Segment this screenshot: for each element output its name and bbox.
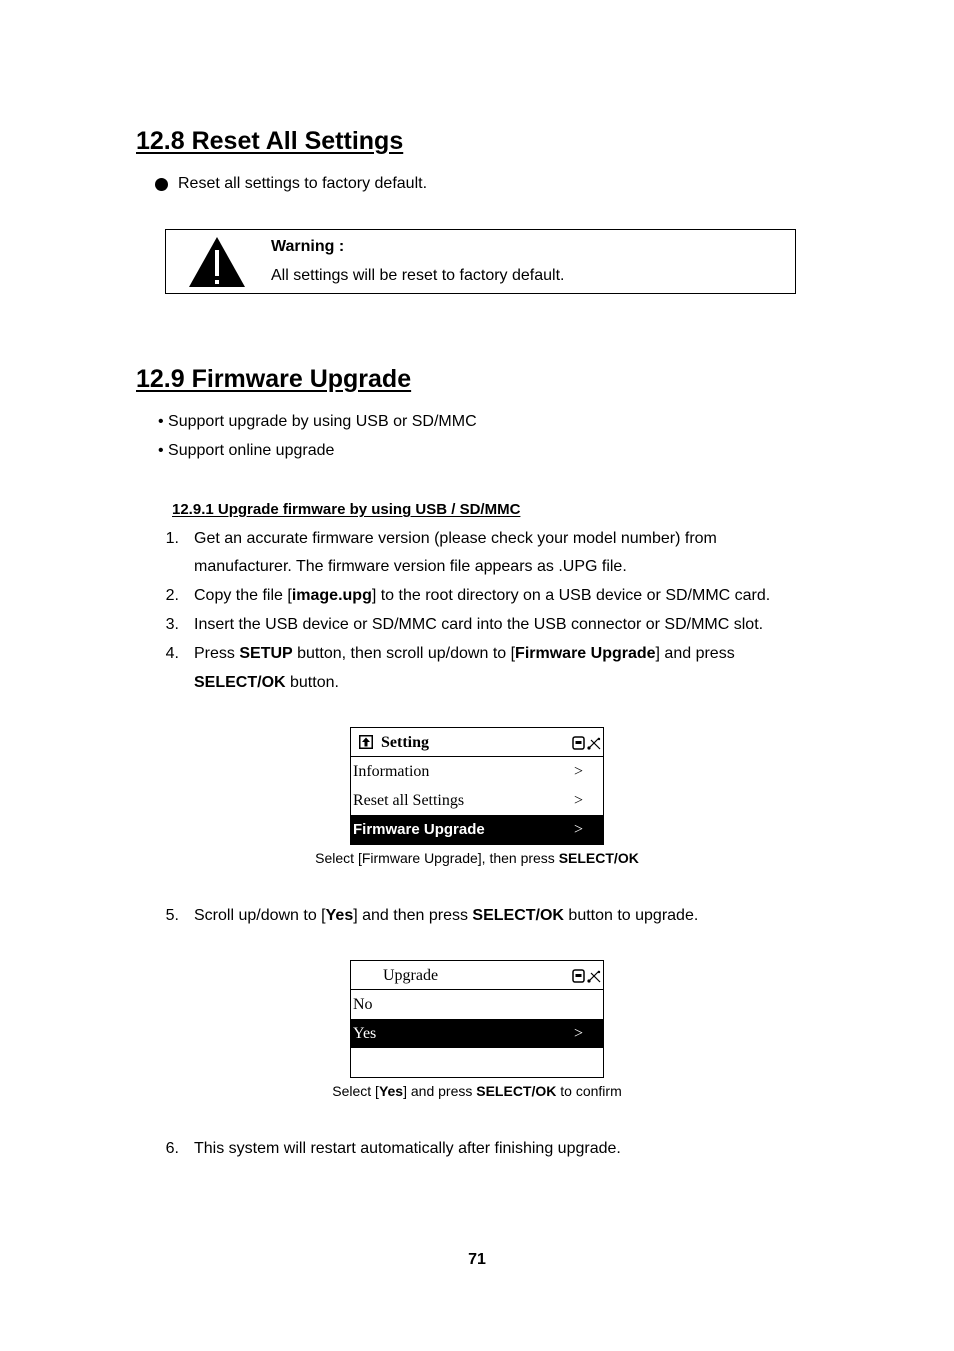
card-usb-status-icon — [572, 968, 602, 984]
caption-mid: ] and press — [403, 1083, 477, 1099]
setting-item-reset[interactable] — [351, 786, 603, 815]
upgrade-menu-title: Upgrade — [383, 967, 439, 984]
back-arrow-icon — [359, 735, 373, 749]
setting-menu — [350, 727, 604, 845]
setting-menu-title: Setting — [381, 734, 429, 751]
step-1-line-1: Get an accurate firmware version (please check your model number) from — [194, 530, 717, 547]
warning-text: All settings will be reset to factory default. — [271, 267, 565, 284]
setting-item-information[interactable] — [351, 757, 603, 786]
subsection-title-12-9-1: 12.9.1 Upgrade firmware by using USB / SD/MMC — [172, 501, 521, 518]
step-4-firmware: Firmware Upgrade — [515, 645, 656, 662]
setting-item-firmware-upgrade[interactable] — [351, 815, 603, 845]
chevron-right-icon: > — [573, 821, 583, 838]
upgrade-item-label: No — [353, 996, 373, 1013]
caption-bold: SELECT/OK — [558, 850, 639, 866]
section-title-12-8: 12.8 Reset All Settings — [136, 127, 404, 155]
step-5-text — [194, 906, 698, 926]
step-5-post: button to upgrade. — [563, 907, 699, 924]
card-usb-status-icon — [572, 735, 602, 751]
chevron-right-icon: > — [573, 1025, 583, 1042]
step-5-yes: Yes — [325, 907, 354, 924]
step-5-mid: ] and then press — [353, 907, 473, 924]
caption-select: SELECT/OK — [476, 1083, 557, 1099]
step-5-pre: Scroll up/down to [ — [194, 907, 326, 924]
upgrade-item-no[interactable] — [351, 990, 603, 1019]
warning-box — [165, 229, 796, 294]
step-2-filename: image.upg — [291, 587, 372, 604]
step-4-line-1 — [194, 644, 735, 664]
step-number: 2. — [165, 587, 179, 604]
reset-bullet-text: Reset all settings to factory default. — [178, 175, 428, 192]
chevron-right-icon: > — [573, 792, 583, 809]
upgrade-menu-caption — [250, 1083, 704, 1099]
upgrade-item-yes[interactable] — [351, 1019, 603, 1048]
support-bullet-2: • Support online upgrade — [158, 442, 335, 459]
step-2-post: ] to the root directory on a USB device or SD/MMC card. — [371, 587, 771, 604]
warning-title: Warning : — [271, 238, 345, 255]
step-1-line-2: manufacturer. The firmware version file appears as .UPG file. — [194, 558, 627, 575]
warning-triangle-icon — [188, 236, 246, 288]
step-6-text: This system will restart automatically after finishing upgrade. — [194, 1140, 621, 1157]
step-number: 1. — [165, 530, 179, 547]
upgrade-menu — [350, 960, 604, 1078]
step-4-mid: button, then scroll up/down to [ — [292, 645, 516, 662]
support-bullet-1: • Support upgrade by using USB or SD/MMC — [158, 413, 477, 430]
setting-item-label: Reset all Settings — [353, 792, 465, 809]
step-2-pre: Copy the file [ — [194, 587, 292, 604]
page-number: 71 — [468, 1251, 486, 1268]
setting-item-label: Information — [353, 763, 430, 780]
caption-post: to confirm — [556, 1083, 622, 1099]
upgrade-empty-row — [351, 1048, 603, 1077]
step-number: 6. — [165, 1140, 179, 1157]
step-number: 3. — [165, 616, 179, 633]
step-3-text: Insert the USB device or SD/MMC card into the USB connector or SD/MMC slot. — [194, 616, 764, 633]
caption-pre: Select [ — [332, 1083, 379, 1099]
step-4-pre: Press — [194, 645, 240, 662]
step-2-text — [194, 586, 770, 606]
caption-yes: Yes — [378, 1083, 404, 1099]
step-4-line-2 — [194, 673, 339, 693]
filled-circle-icon — [155, 178, 168, 191]
chevron-right-icon: > — [573, 763, 583, 780]
upgrade-menu-header — [351, 961, 603, 990]
step-4-line-2-post: button. — [285, 674, 339, 691]
step-4-select: SELECT/OK — [194, 674, 286, 691]
upgrade-item-label: Yes — [353, 1025, 377, 1042]
step-number: 4. — [165, 645, 179, 662]
setting-item-label: Firmware Upgrade — [353, 821, 485, 838]
setting-menu-caption — [250, 850, 704, 866]
caption-pre: Select [Firmware Upgrade], then press — [315, 850, 559, 866]
step-5-select: SELECT/OK — [472, 907, 564, 924]
step-number: 5. — [165, 907, 179, 924]
section-title-12-9: 12.9 Firmware Upgrade — [136, 365, 412, 393]
step-4-post: ] and press — [655, 645, 735, 662]
setting-menu-header — [351, 728, 603, 757]
step-4-setup: SETUP — [239, 645, 293, 662]
